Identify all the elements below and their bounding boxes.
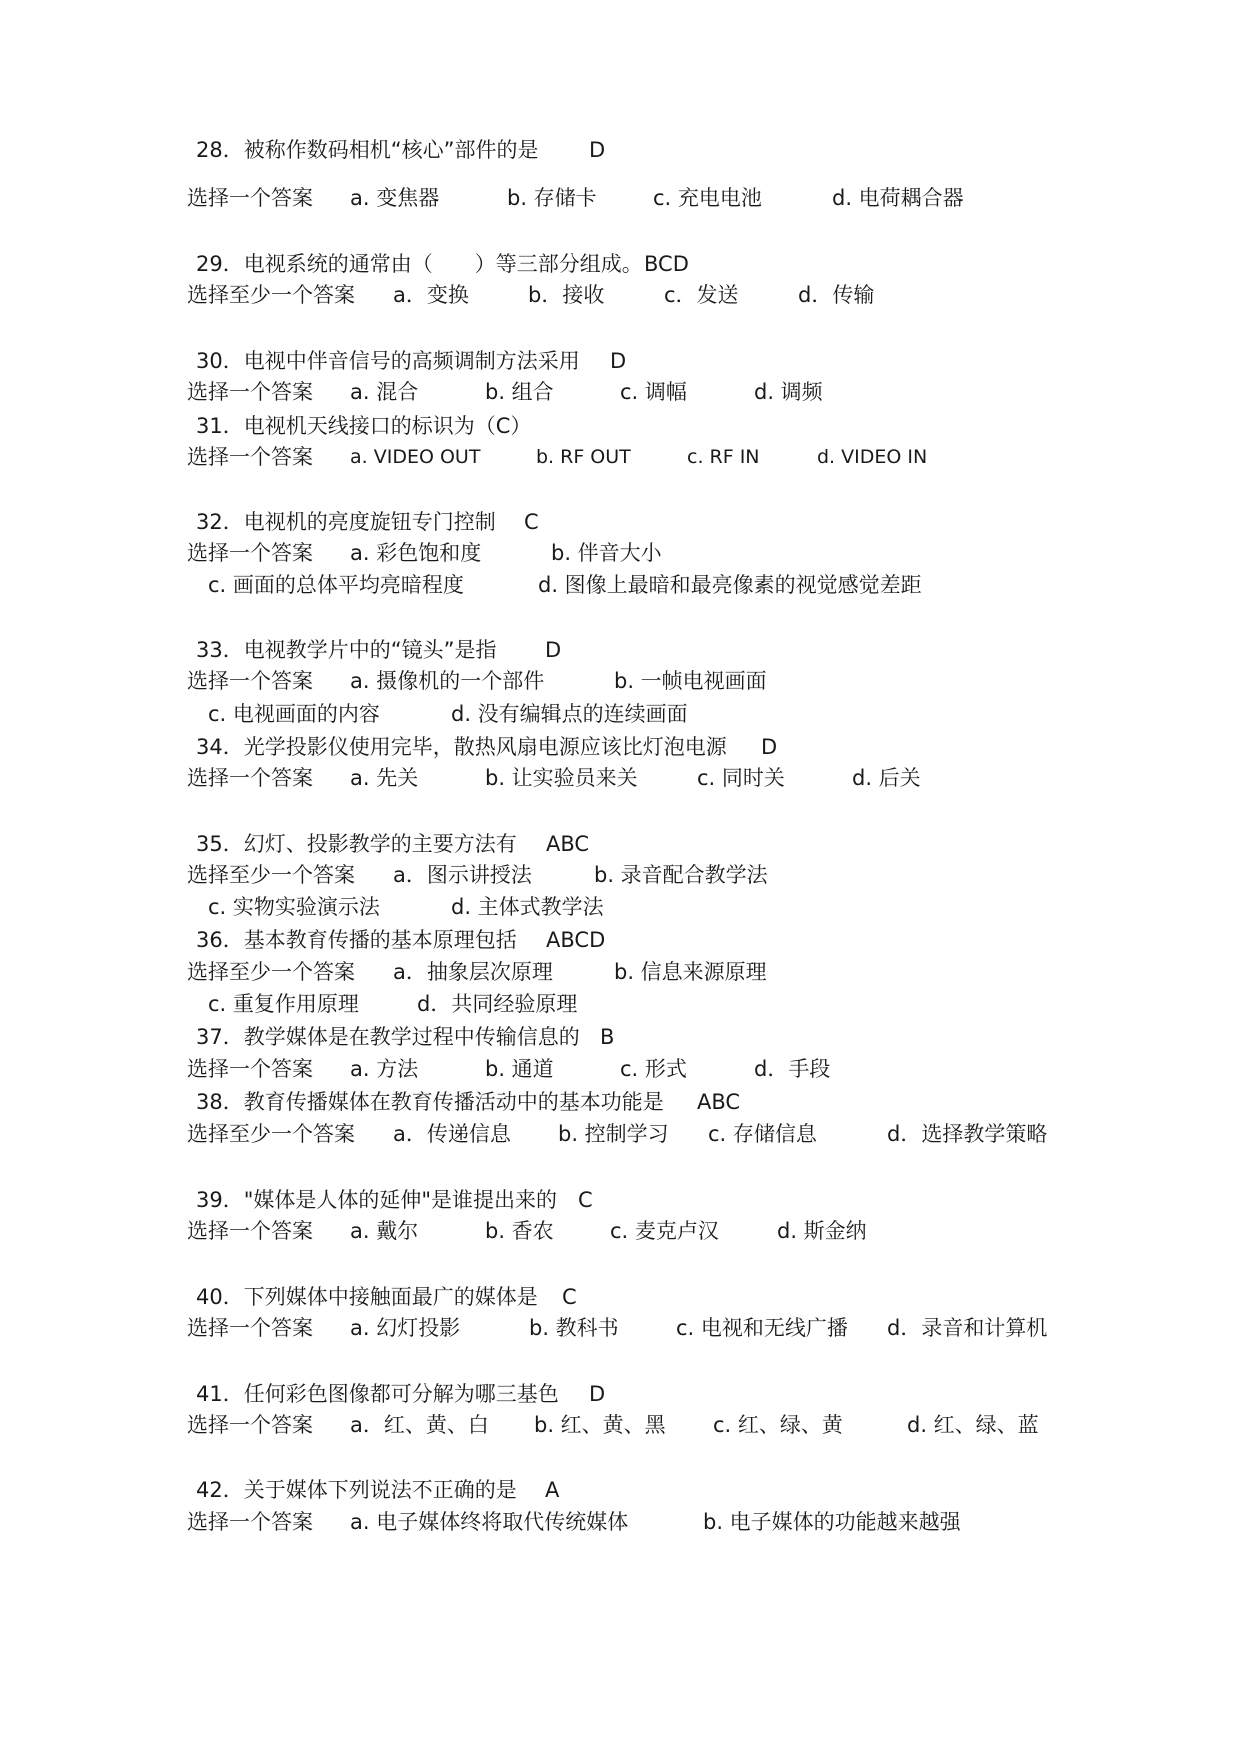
- option-b[interactable]: b. 录音配合教学法: [594, 863, 768, 887]
- option-d[interactable]: d．手段: [754, 1057, 831, 1081]
- option-c[interactable]: c. 实物实验演示法: [208, 895, 380, 919]
- answer-key: ABC: [546, 832, 590, 856]
- answer-key: D: [589, 1382, 606, 1406]
- option-d[interactable]: d．选择教学策略: [887, 1122, 1048, 1146]
- option-c[interactable]: c. 电视画面的内容: [208, 702, 380, 726]
- option-a[interactable]: a．红、黄、白: [350, 1413, 489, 1437]
- option-d[interactable]: d．共同经验原理: [417, 992, 578, 1016]
- option-a[interactable]: a. 戴尔: [350, 1219, 419, 1243]
- answer-key: D: [610, 349, 627, 373]
- option-b[interactable]: b. RF OUT: [536, 446, 631, 468]
- option-a[interactable]: a. 幻灯投影: [350, 1316, 461, 1340]
- option-b[interactable]: b．接收: [528, 283, 605, 307]
- question-text: 37．教学媒体是在教学过程中传输信息的: [196, 1025, 580, 1049]
- question-text: 30．电视中伴音信号的高频调制方法采用: [196, 349, 580, 373]
- answer-key: C: [562, 1285, 577, 1309]
- option-a[interactable]: a．传递信息: [393, 1122, 511, 1146]
- option-b[interactable]: b. 通道: [485, 1057, 554, 1081]
- option-a[interactable]: a. 彩色饱和度: [350, 541, 482, 565]
- option-a[interactable]: a. VIDEO OUT: [350, 446, 481, 468]
- question-text: 31．电视机天线接口的标识为（C）: [196, 414, 532, 438]
- option-c[interactable]: c. 电视和无线广播: [676, 1316, 848, 1340]
- question-text: 38．教育传播媒体在教育传播活动中的基本功能是: [196, 1090, 664, 1114]
- choice-prompt: 选择至少一个答案: [187, 960, 355, 984]
- option-d[interactable]: d. 斯金纳: [777, 1219, 867, 1243]
- option-c[interactable]: c. 红、绿、黄: [713, 1413, 843, 1437]
- option-d[interactable]: d．传输: [798, 283, 875, 307]
- option-d[interactable]: d. 后关: [852, 766, 921, 790]
- option-c[interactable]: c. 调幅: [620, 380, 687, 404]
- question-text: 41．任何彩色图像都可分解为哪三基色: [196, 1382, 559, 1406]
- option-d[interactable]: d. 电荷耦合器: [832, 186, 964, 210]
- choice-prompt: 选择至少一个答案: [187, 283, 355, 307]
- option-c[interactable]: c. 画面的总体平均亮暗程度: [208, 573, 464, 597]
- option-b[interactable]: b. 一帧电视画面: [614, 669, 767, 693]
- option-a[interactable]: a. 方法: [350, 1057, 419, 1081]
- question-text: 28．被称作数码相机“核心”部件的是: [196, 138, 539, 162]
- option-a[interactable]: a．图示讲授法: [393, 863, 532, 887]
- question-text: 29．电视系统的通常由（ ）等三部分组成。: [196, 252, 643, 276]
- choice-prompt: 选择一个答案: [187, 445, 313, 469]
- question-text: 40．下列媒体中接触面最广的媒体是: [196, 1285, 538, 1309]
- question-text: 32．电视机的亮度旋钮专门控制: [196, 510, 496, 534]
- option-c[interactable]: c．发送: [664, 283, 739, 307]
- question-text: 36．基本教育传播的基本原理包括: [196, 928, 517, 952]
- option-b[interactable]: b. 控制学习: [558, 1122, 669, 1146]
- option-a[interactable]: a. 变焦器: [350, 186, 440, 210]
- question-text: 39．"媒体是人体的延伸"是谁提出来的: [196, 1188, 558, 1212]
- option-d[interactable]: d. 图像上最暗和最亮像素的视觉感觉差距: [538, 573, 922, 597]
- option-c[interactable]: c. 麦克卢汉: [610, 1219, 719, 1243]
- option-c[interactable]: c. 形式: [620, 1057, 687, 1081]
- choice-prompt: 选择一个答案: [187, 1510, 313, 1534]
- answer-key: ABC: [697, 1090, 741, 1114]
- question-text: 42．关于媒体下列说法不正确的是: [196, 1478, 517, 1502]
- option-d[interactable]: d. 没有编辑点的连续画面: [451, 702, 688, 726]
- option-d[interactable]: d. 主体式教学法: [451, 895, 604, 919]
- choice-prompt: 选择至少一个答案: [187, 1122, 355, 1146]
- choice-prompt: 选择一个答案: [187, 1219, 313, 1243]
- option-d[interactable]: d．录音和计算机: [887, 1316, 1048, 1340]
- choice-prompt: 选择一个答案: [187, 541, 313, 565]
- option-c[interactable]: c. 充电电池: [653, 186, 762, 210]
- choice-prompt: 选择至少一个答案: [187, 863, 355, 887]
- choice-prompt: 选择一个答案: [187, 669, 313, 693]
- option-b[interactable]: b. 伴音大小: [551, 541, 662, 565]
- option-a[interactable]: a. 先关: [350, 766, 419, 790]
- choice-prompt: 选择一个答案: [187, 380, 313, 404]
- answer-key: D: [761, 735, 778, 759]
- option-b[interactable]: b. 存储卡: [507, 186, 597, 210]
- option-c[interactable]: c. 重复作用原理: [208, 992, 359, 1016]
- option-a[interactable]: a．抽象层次原理: [393, 960, 553, 984]
- option-d[interactable]: d. 红、绿、蓝: [907, 1413, 1039, 1437]
- question-text: 33．电视教学片中的“镜头”是指: [196, 638, 497, 662]
- option-b[interactable]: b. 红、黄、黑: [534, 1413, 666, 1437]
- answer-key: C: [524, 510, 539, 534]
- option-c[interactable]: c. RF IN: [687, 446, 760, 468]
- choice-prompt: 选择一个答案: [187, 1057, 313, 1081]
- option-d[interactable]: d. 调频: [754, 380, 823, 404]
- question-text: 35．幻灯、投影教学的主要方法有: [196, 832, 517, 856]
- option-b[interactable]: b. 信息来源原理: [614, 960, 767, 984]
- option-a[interactable]: a. 摄像机的一个部件: [350, 669, 545, 693]
- option-a[interactable]: a．变换: [393, 283, 469, 307]
- answer-key: C: [578, 1188, 593, 1212]
- option-d[interactable]: d. VIDEO IN: [817, 446, 928, 468]
- answer-key: A: [545, 1478, 560, 1502]
- option-b[interactable]: b. 让实验员来关: [485, 766, 638, 790]
- choice-prompt: 选择一个答案: [187, 186, 313, 210]
- answer-key: ABCD: [546, 928, 606, 952]
- answer-key: D: [545, 638, 562, 662]
- option-b[interactable]: b. 组合: [485, 380, 554, 404]
- option-b[interactable]: b. 电子媒体的功能越来越强: [703, 1510, 961, 1534]
- choice-prompt: 选择一个答案: [187, 766, 313, 790]
- option-b[interactable]: b. 教科书: [529, 1316, 619, 1340]
- option-a[interactable]: a. 电子媒体终将取代传统媒体: [350, 1510, 629, 1534]
- option-a[interactable]: a. 混合: [350, 380, 419, 404]
- answer-key: B: [600, 1025, 615, 1049]
- option-c[interactable]: c. 同时关: [697, 766, 785, 790]
- answer-key: BCD: [644, 252, 689, 276]
- option-b[interactable]: b. 香农: [485, 1219, 554, 1243]
- options-42: [0, 1508, 961, 1620]
- answer-key: D: [589, 138, 606, 162]
- choice-prompt: 选择一个答案: [187, 1316, 313, 1340]
- choice-prompt: 选择一个答案: [187, 1413, 313, 1437]
- option-c[interactable]: c. 存储信息: [708, 1122, 817, 1146]
- question-text: 34．光学投影仪使用完毕，散热风扇电源应该比灯泡电源: [196, 735, 727, 759]
